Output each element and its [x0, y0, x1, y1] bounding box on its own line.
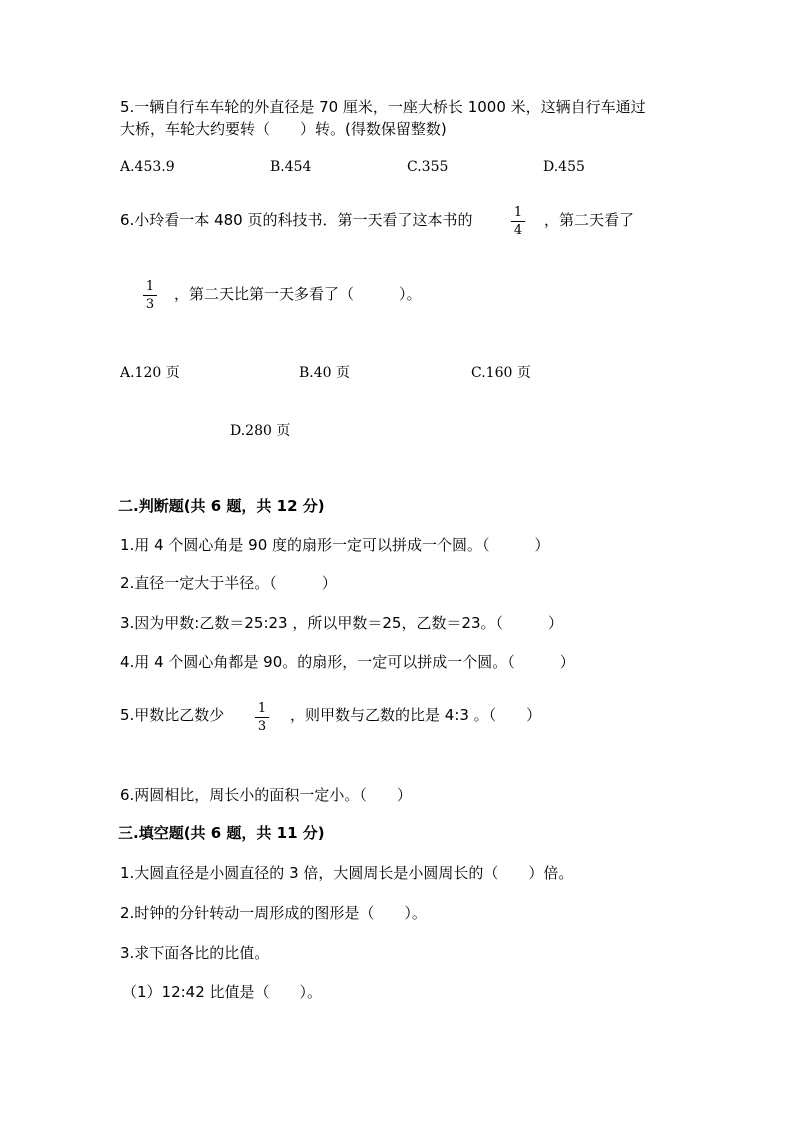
- q6-fraction-quarter: [509, 205, 527, 238]
- fraction-bar: [255, 717, 269, 718]
- section3-heading: 三.填空题(共 6 题，共 11 分): [118, 824, 325, 842]
- fraction-denominator: 4: [513, 223, 523, 238]
- fill-item-3-sub-1: （1）12:42 比值是（ ）。: [122, 983, 323, 1001]
- fraction-numerator: 1: [145, 279, 155, 294]
- judge-item-6: 6.两圆相比，周长小的面积一定小。（ ）: [120, 786, 412, 804]
- judge-item-4: 4.用 4 个圆心角都是 90。的扇形，一定可以拼成一个圆。（ ）: [120, 653, 575, 671]
- q6-text-c: ，第二天比第一天多看了（ ）。: [174, 285, 422, 303]
- q6-option-b: B.40 页: [299, 365, 351, 381]
- fraction-bar: [511, 221, 525, 222]
- fraction-numerator: 1: [257, 701, 267, 716]
- judge-item-3: 3.因为甲数:乙数＝25:23 ，所以甲数＝25，乙数＝23。（ ）: [120, 614, 564, 632]
- q5-text-line2: 大桥，车轮大约要转（ ）转。(得数保留整数): [120, 120, 447, 138]
- fill-item-3: 3.求下面各比的比值。: [120, 944, 270, 962]
- q6-option-d: D.280 页: [230, 423, 291, 439]
- judge-item-5-text-b: ，则甲数与乙数的比是 4:3 。（ ）: [290, 706, 542, 724]
- fraction-bar: [143, 295, 157, 296]
- q5-option-d: D.455: [543, 159, 585, 175]
- fraction-denominator: 3: [257, 719, 267, 734]
- fill-item-2: 2.时钟的分针转动一周形成的图形是（ ）。: [120, 904, 427, 922]
- q5-option-c: C.355: [407, 159, 449, 175]
- q6-text-b: ，第二天看了: [544, 211, 635, 229]
- q6-option-a: A.120 页: [120, 365, 180, 381]
- q5-text-line1: 5.一辆自行车车轮的外直径是 70 厘米，一座大桥长 1000 米，这辆自行车通过: [120, 98, 646, 116]
- fill-item-1: 1.大圆直径是小圆直径的 3 倍，大圆周长是小圆周长的（ ）倍。: [120, 864, 574, 882]
- q6-option-c: C.160 页: [471, 365, 531, 381]
- judge-item-1: 1.用 4 个圆心角是 90 度的扇形一定可以拼成一个圆。（ ）: [120, 536, 550, 554]
- q6-fraction-third: [141, 279, 159, 312]
- judge-item-2: 2.直径一定大于半径。（ ）: [120, 574, 337, 592]
- q6-text-a: 6.小玲看一本 480 页的科技书．第一天看了这本书的: [120, 211, 473, 229]
- fraction-denominator: 3: [145, 297, 155, 312]
- section2-heading: 二.判断题(共 6 题，共 12 分): [118, 497, 325, 515]
- q5-option-a: A.453.9: [120, 159, 175, 175]
- fraction-numerator: 1: [513, 205, 523, 220]
- judge-item-5-fraction: [253, 701, 271, 734]
- judge-item-5-text-a: 5.甲数比乙数少: [120, 706, 225, 724]
- q5-option-b: B.454: [270, 159, 312, 175]
